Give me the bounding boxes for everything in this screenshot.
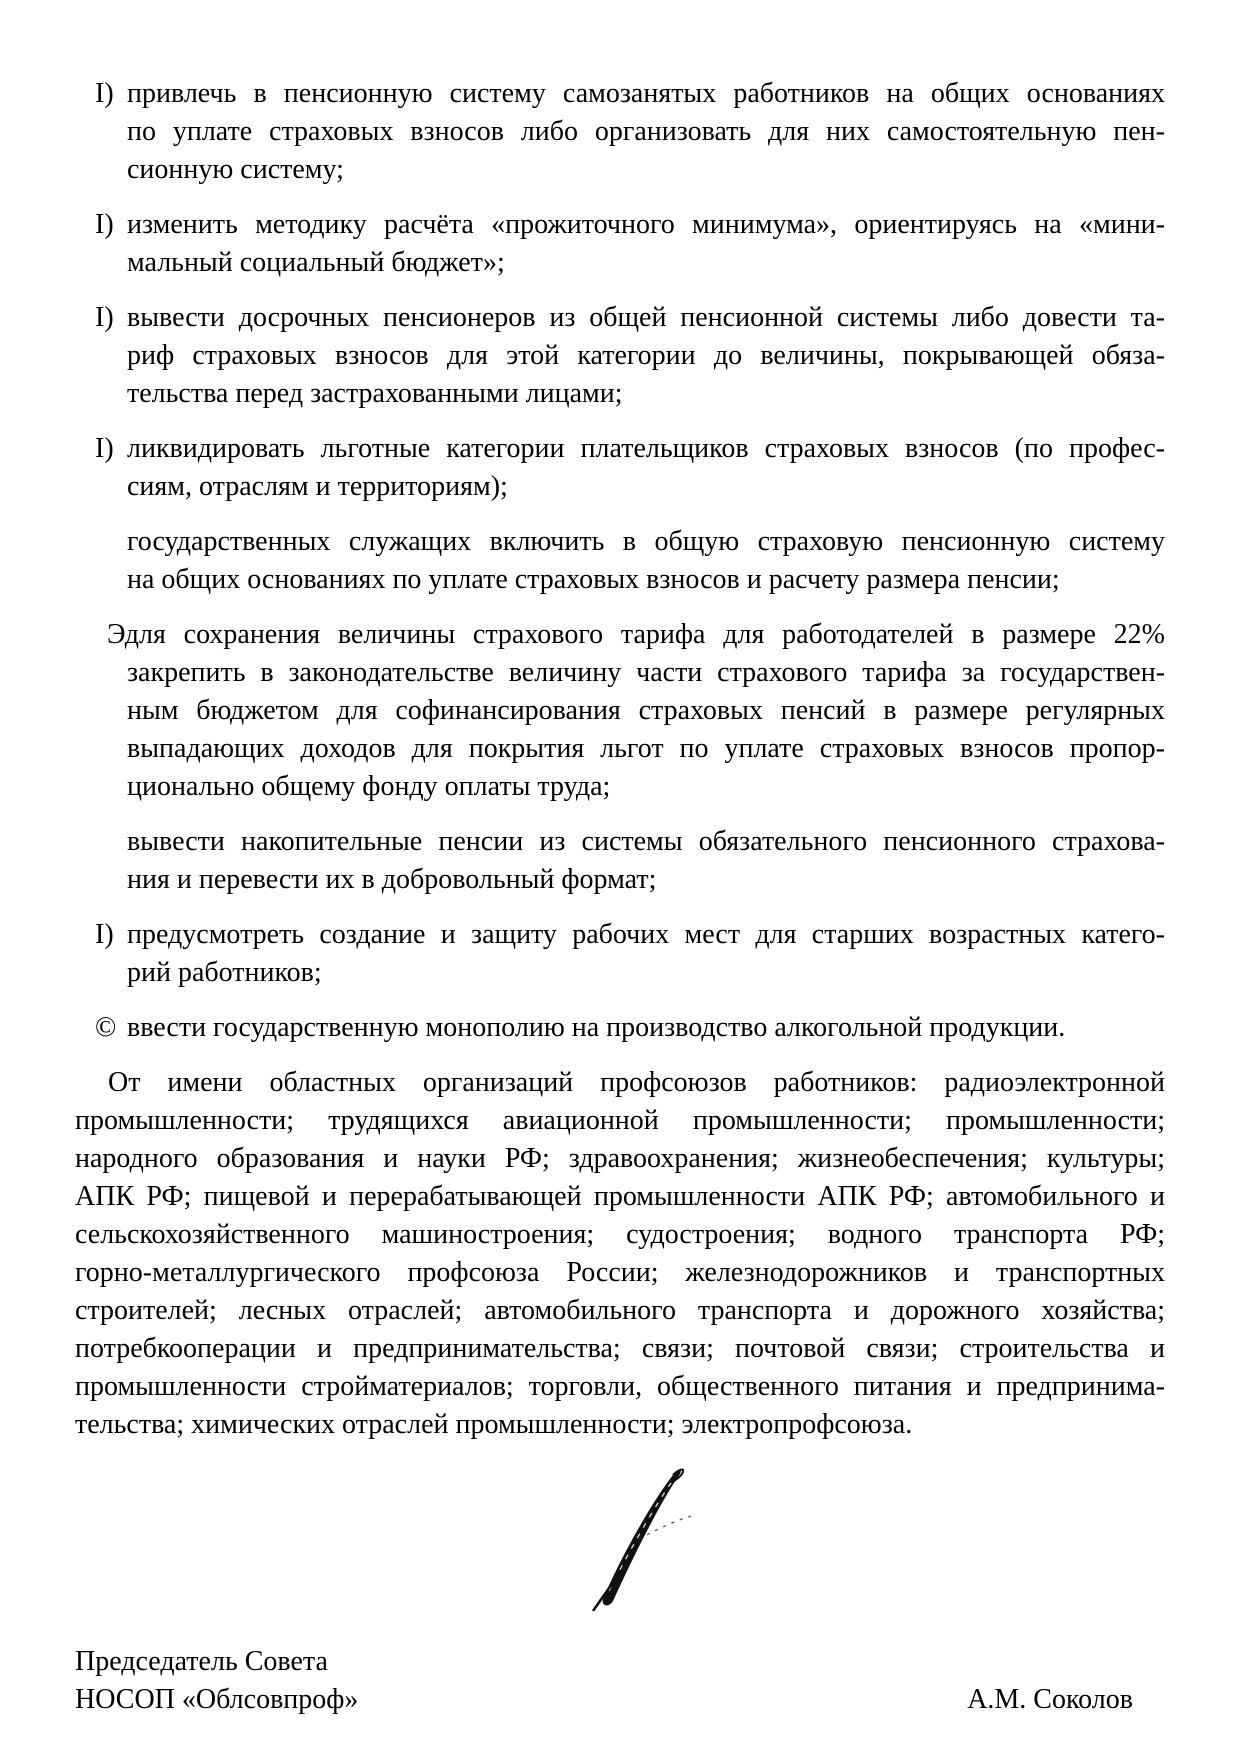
signature-area: [535, 1461, 735, 1611]
text-line: Эдля сохранения величины страхового тарифа для работодателей в размере 22%: [107, 619, 1165, 650]
signer-title-line1: Председатель Совета: [75, 1646, 328, 1677]
text-line: государственных служащих включить в общую страховую пенсионную систему: [127, 526, 1165, 557]
list-item-4: [75, 430, 1165, 506]
text-line: привлечь в пенсионную систему самозанятых работников на общих основаниях: [127, 78, 1165, 109]
signer-title: [75, 1643, 358, 1719]
text-line: сиям, отраслям и территориям);: [127, 471, 508, 502]
text-line: ввести государственную монополию на производство алкогольной продукции.: [127, 1012, 1066, 1043]
text-line: горно-металлургического профсоюза России; железнодорожников и транспортных: [75, 1257, 1165, 1288]
list-item-6: [75, 616, 1165, 806]
text-line: сельскохозяйственного машиностроения; судостроения; водного транспорта РФ;: [75, 1219, 1165, 1250]
list-item-8: [75, 916, 1165, 992]
list-item-2: [75, 206, 1165, 282]
list-item-9: [75, 1009, 1165, 1047]
signature-block: [75, 1643, 1165, 1719]
text-line: изменить методику расчёта «прожиточного минимума», ориентируясь на «мини-: [127, 209, 1165, 240]
text-line: сионную систему;: [127, 154, 344, 185]
text-line: ным бюджетом для софинансирования страховых пенсий в размере регулярных: [127, 695, 1165, 726]
list-marker: I): [95, 302, 114, 333]
text-line: тельства перед застрахованными лицами;: [127, 378, 623, 409]
text-line: тельства; химических отраслей промышленности; электропрофсоюза.: [75, 1409, 913, 1440]
list-item-7: [75, 823, 1165, 899]
text-line: на общих основаниях по уплате страховых взносов и расчету размера пенсии;: [127, 564, 1060, 595]
list-item-1: [75, 75, 1165, 189]
text-line: промышленности стройматериалов; торговли, общественного питания и предпринима-: [75, 1371, 1165, 1402]
signer-name: А.М. Соколов: [967, 1684, 1133, 1715]
text-line: закрепить в законодательстве величину части страхового тарифа за государствен-: [127, 657, 1165, 688]
list-marker: I): [95, 209, 114, 240]
list-item-3: [75, 299, 1165, 413]
copyright-glyph-marker: ©: [95, 1012, 117, 1043]
text-line: по уплате страховых взносов либо организовать для них самостоятельную пен-: [127, 116, 1165, 147]
list-marker: I): [95, 433, 114, 464]
text-line: риф страховых взносов для этой категории до величины, покрывающей обяза-: [127, 340, 1165, 371]
text-line: рий работников;: [127, 957, 322, 988]
text-line: вывести досрочных пенсионеров из общей пенсионной системы либо довести та-: [127, 302, 1165, 333]
text-line: мальный социальный бюджет»;: [127, 247, 505, 278]
text-line: АПК РФ; пищевой и перерабатывающей промышленности АПК РФ; автомобильного и: [75, 1181, 1165, 1212]
signer-title-line2: НОСОП «Облсовпроф»: [75, 1684, 359, 1715]
text-line: вывести накопительные пенсии из системы обязательного пенсионного страхова-: [127, 826, 1165, 857]
text-line: народного образования и науки РФ; здравоохранения; жизнеобеспечения; культуры;: [75, 1143, 1165, 1174]
text-line: ния и перевести их в добровольный формат;: [127, 864, 657, 895]
text-line: ликвидировать льготные категории плательщиков страховых взносов (по профес-: [127, 433, 1165, 464]
list-marker: I): [95, 78, 114, 109]
text-line: промышленности; трудящихся авиационной промышленности; промышленности;: [75, 1105, 1165, 1136]
text-line: выпадающих доходов для покрытия льгот по уплате страховых взносов пропор-: [127, 733, 1165, 764]
text-line: строителей; лесных отраслей; автомобильного транспорта и дорожного хозяйства;: [75, 1295, 1165, 1326]
text-line: потребкооперации и предпринимательства; связи; почтовой связи; строительства и: [75, 1333, 1165, 1364]
body-paragraph-unions: [75, 1064, 1165, 1444]
list-item-5: [75, 523, 1165, 599]
list-marker: I): [95, 919, 114, 950]
text-line: предусмотреть создание и защиту рабочих мест для старших возрастных катего-: [127, 919, 1165, 950]
text-line: ционально общему фонду оплаты труда;: [127, 771, 611, 802]
handwritten-signature-icon: [535, 1461, 735, 1611]
text-line: От имени областных организаций профсоюзов работников: радиоэлектронной: [108, 1067, 1165, 1098]
